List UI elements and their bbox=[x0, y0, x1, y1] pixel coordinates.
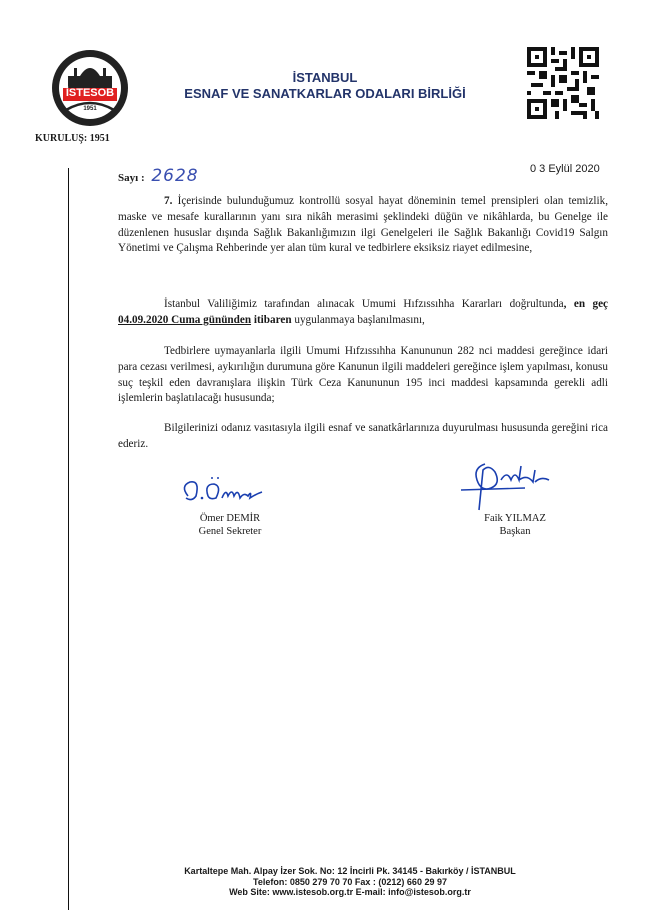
reference-number bbox=[118, 166, 199, 186]
signature-left-icon bbox=[178, 472, 268, 508]
footer-line-3: Web Site: www.istesob.org.tr E-mail: info@istesob.org.tr bbox=[229, 887, 471, 897]
paragraph-2-text-d: itibaren bbox=[251, 313, 292, 326]
paragraph-3-text: Tedbirlere uymayanlarla ilgili Umumi Hıfzıssıhha Kanununun 282 nci maddesi gereğince idari para cezası verilmesi, aykırılığın durumuna göre Kanunun ilgili maddeleri gereğince işlem yapılması, konusu suç teşkil eden davranışlara ilişkin Türk Ceza Kanununun 195 inci maddesi kapsamında gerekli adli işlemlerin başlatılacağı hususunda; bbox=[118, 345, 608, 405]
istesob-logo-icon bbox=[50, 48, 130, 128]
footer-line-2: Telefon: 0850 279 70 70 Fax : (0212) 660 29 97 bbox=[253, 876, 447, 887]
qr-code-icon bbox=[527, 47, 599, 119]
founded-label: KURULUŞ: 1951 bbox=[35, 133, 110, 144]
sayi-number: 2628 bbox=[151, 166, 199, 186]
logo-year: 1951 bbox=[83, 106, 97, 112]
paragraph-1-text: İçerisinde bulunduğumuz kontrollü sosyal hayat döneminin temel prensipleri olan temizlik, maske ve mesafe kurallarının yanı sıra nikâh merasimi şeklindeki düğün ve nikâhlarda, bu Genelge ile düzenlenen hususlar dışında Sağlık Bakanlığımızın ilgi Genelgeleri ile Sağlık Bakanlığı Covid19 Salgın Yönetimi ve Çalışma Rehberinde yer alan tüm kural ve tedbirlere eksiksiz riayet edilmesine, bbox=[118, 195, 609, 255]
paragraph-2 bbox=[118, 297, 608, 329]
sayi-label: Sayı bbox=[118, 172, 139, 184]
sayi-colon: : bbox=[140, 172, 145, 184]
paragraph-2-text-e: uygulanmaya başlanılmasını, bbox=[291, 313, 425, 326]
paragraph-3 bbox=[118, 344, 608, 407]
org-line-2: ESNAF VE SANATKARLAR ODALARI BİRLİĞİ bbox=[184, 86, 466, 101]
footer-line-1: Kartaltepe Mah. Alpay İzer Sok. No: 12 İncirli Pk. 34145 - Bakırköy / İSTANBUL bbox=[184, 866, 516, 876]
paragraph-2-text-b: , en geç bbox=[563, 298, 608, 310]
paragraph-4 bbox=[118, 421, 608, 453]
logo-text: İSTESOB bbox=[65, 87, 115, 99]
signatory-right-title: Başkan bbox=[499, 526, 531, 537]
document-date: 0 3 Eylül 2020 bbox=[530, 163, 600, 175]
paragraph-4-text: Bilgilerinizi odanız vasıtasıyla ilgili esnaf ve sanatkârlarınıza duyurulması hususunda gereğini rica ederiz. bbox=[118, 422, 608, 450]
signature-left bbox=[180, 512, 280, 538]
org-line-1: İSTANBUL bbox=[292, 70, 358, 85]
signature-right-icon bbox=[455, 458, 555, 514]
signatory-left-title: Genel Sekreter bbox=[198, 526, 262, 537]
item-number: 7. bbox=[164, 195, 173, 207]
signature-right bbox=[460, 512, 570, 538]
margin-rule bbox=[68, 168, 69, 910]
signatory-left-name: Ömer DEMİR bbox=[199, 513, 261, 524]
footer-address bbox=[80, 866, 620, 898]
paragraph-2-text-a: İstanbul Valiliğimiz tarafından alınacak Umumi Hıfzıssıhha Kararları doğrultunda bbox=[164, 298, 564, 310]
signatory-right-name: Faik YILMAZ bbox=[484, 513, 546, 524]
paragraph-1 bbox=[118, 194, 608, 257]
organization-title bbox=[120, 70, 530, 102]
paragraph-2-date: 04.09.2020 Cuma gününden bbox=[118, 313, 252, 326]
